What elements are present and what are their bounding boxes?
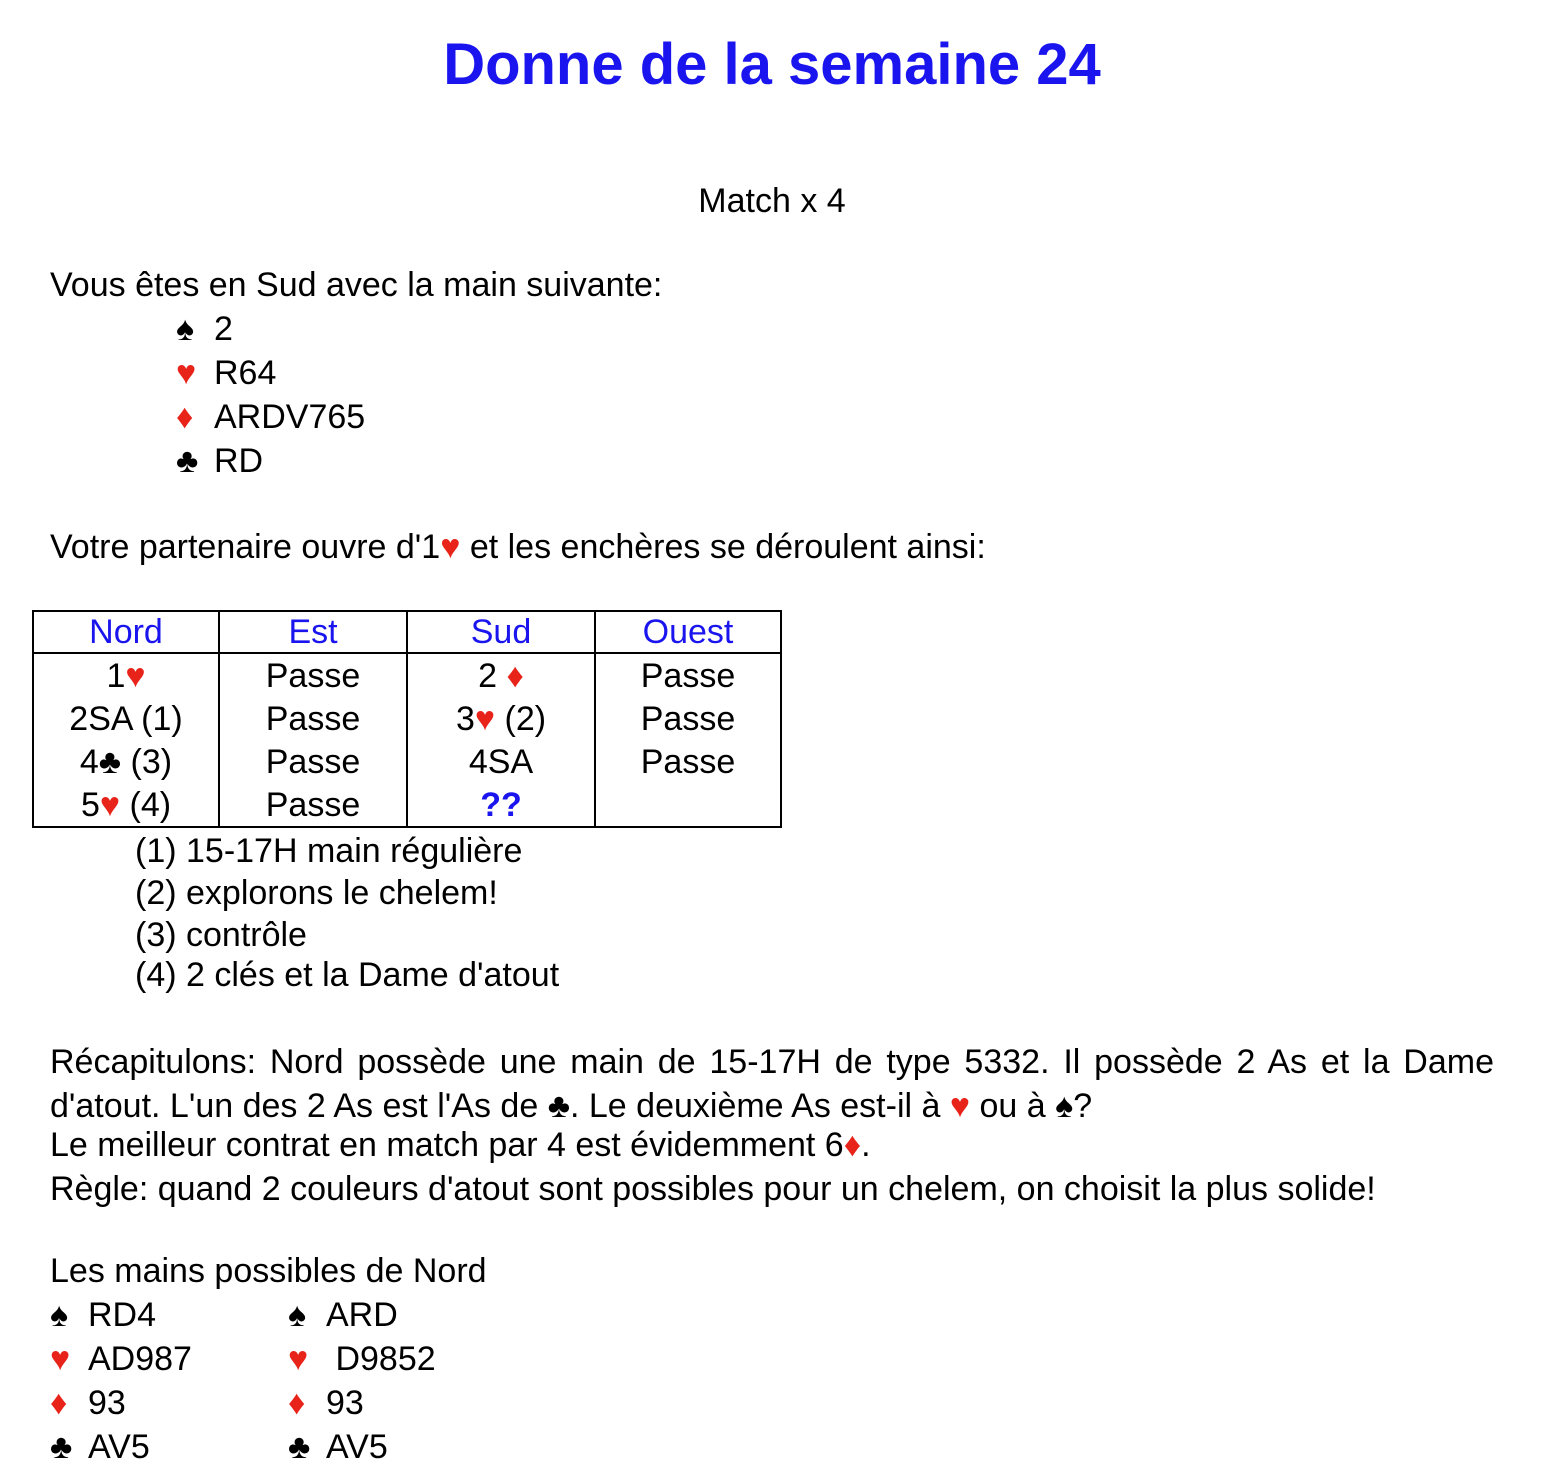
heart-icon: ♥ bbox=[176, 354, 197, 392]
bid-nord: 1♥ bbox=[33, 653, 219, 697]
heart-icon: ♥ bbox=[474, 699, 496, 738]
intro-text: Vous êtes en Sud avec la main suivante: bbox=[50, 266, 663, 304]
bid-ouest: Passe bbox=[595, 697, 781, 740]
note-4: (4) 2 clés et la Dame d'atout bbox=[135, 956, 560, 994]
auction-header-row bbox=[33, 611, 781, 653]
bid-nord: 4♣ (3) bbox=[33, 740, 219, 783]
note-1: (1) 15-17H main régulière bbox=[135, 832, 523, 870]
heart-icon: ♥ bbox=[125, 656, 146, 695]
diamond-icon: ♦ bbox=[843, 1126, 862, 1164]
bid-est: Passe bbox=[219, 697, 407, 740]
bid-sud: 3♥ (2) bbox=[407, 697, 595, 740]
south-clubs-cards: RD bbox=[214, 442, 264, 480]
south-diamonds bbox=[176, 400, 365, 434]
heart-icon: ♥ bbox=[99, 785, 121, 824]
club-icon: ♣ bbox=[98, 742, 122, 781]
header-sud: Sud bbox=[407, 611, 595, 653]
spade-icon: ♠ bbox=[50, 1296, 69, 1334]
spade-icon: ♠ bbox=[1055, 1087, 1074, 1125]
bid-est: Passe bbox=[219, 783, 407, 827]
south-diamonds-cards: ARDV765 bbox=[214, 398, 366, 436]
page-subtitle: Match x 4 bbox=[698, 182, 846, 220]
note-3: (3) contrôle bbox=[135, 916, 307, 954]
question-marks: ?? bbox=[480, 785, 522, 824]
auction-row bbox=[33, 740, 781, 783]
club-icon: ♣ bbox=[176, 442, 199, 480]
diamond-icon: ♦ bbox=[176, 398, 194, 436]
recap-contract: Le meilleur contrat en match par 4 est évidemment 6♦. bbox=[50, 1126, 871, 1164]
note-2: (2) explorons le chelem! bbox=[135, 874, 498, 912]
header-ouest: Ouest bbox=[595, 611, 781, 653]
bid-est: Passe bbox=[219, 740, 407, 783]
south-clubs bbox=[176, 444, 263, 478]
auction-row bbox=[33, 697, 781, 740]
bid-nord: 5♥ (4) bbox=[33, 783, 219, 827]
bid-sud: 2 ♦ bbox=[407, 653, 595, 697]
header-est: Est bbox=[219, 611, 407, 653]
auction-body bbox=[33, 653, 781, 827]
heart-icon: ♥ bbox=[440, 528, 461, 566]
club-icon: ♣ bbox=[50, 1428, 73, 1466]
page-title: Donne de la semaine 24 bbox=[443, 32, 1101, 97]
header-nord: Nord bbox=[33, 611, 219, 653]
spade-icon: ♠ bbox=[288, 1296, 307, 1334]
auction-row bbox=[33, 783, 781, 827]
bid-nord: 2SA (1) bbox=[33, 697, 219, 740]
diamond-icon: ♦ bbox=[288, 1384, 306, 1422]
bidding-intro: Votre partenaire ouvre d'1♥ et les enchères se déroulent ainsi: bbox=[50, 528, 986, 566]
bid-sud bbox=[407, 783, 595, 827]
bid-ouest: Passe bbox=[595, 653, 781, 697]
bid-sud: 4SA bbox=[407, 740, 595, 783]
auction-row bbox=[33, 653, 781, 697]
diamond-icon: ♦ bbox=[506, 656, 524, 695]
south-spades bbox=[176, 312, 233, 346]
bid-ouest bbox=[595, 783, 781, 827]
diamond-icon: ♦ bbox=[50, 1384, 68, 1422]
north-title: Les mains possibles de Nord bbox=[50, 1252, 487, 1290]
recap-rule: Règle: quand 2 couleurs d'atout sont possibles pour un chelem, on choisit la plus solide! bbox=[50, 1170, 1376, 1208]
auction-table bbox=[32, 610, 782, 828]
recap-paragraph: Récapitulons: Nord possède une main de 15-17H de type 5332. Il possède 2 As et la Dame d'atout. L'un des 2 As est l'As de ♣. Le deuxième As est-il à ♥ ou à ♠? bbox=[50, 1043, 1494, 1125]
south-spades-cards: 2 bbox=[214, 310, 233, 348]
heart-icon: ♥ bbox=[949, 1087, 971, 1125]
spade-icon: ♠ bbox=[176, 310, 195, 348]
club-icon: ♣ bbox=[547, 1087, 570, 1125]
club-icon: ♣ bbox=[288, 1428, 311, 1466]
heart-icon: ♥ bbox=[288, 1340, 309, 1378]
south-hearts-cards: R64 bbox=[214, 354, 277, 392]
heart-icon: ♥ bbox=[50, 1340, 71, 1378]
bid-est: Passe bbox=[219, 653, 407, 697]
bid-ouest: Passe bbox=[595, 740, 781, 783]
south-hearts bbox=[176, 356, 276, 390]
